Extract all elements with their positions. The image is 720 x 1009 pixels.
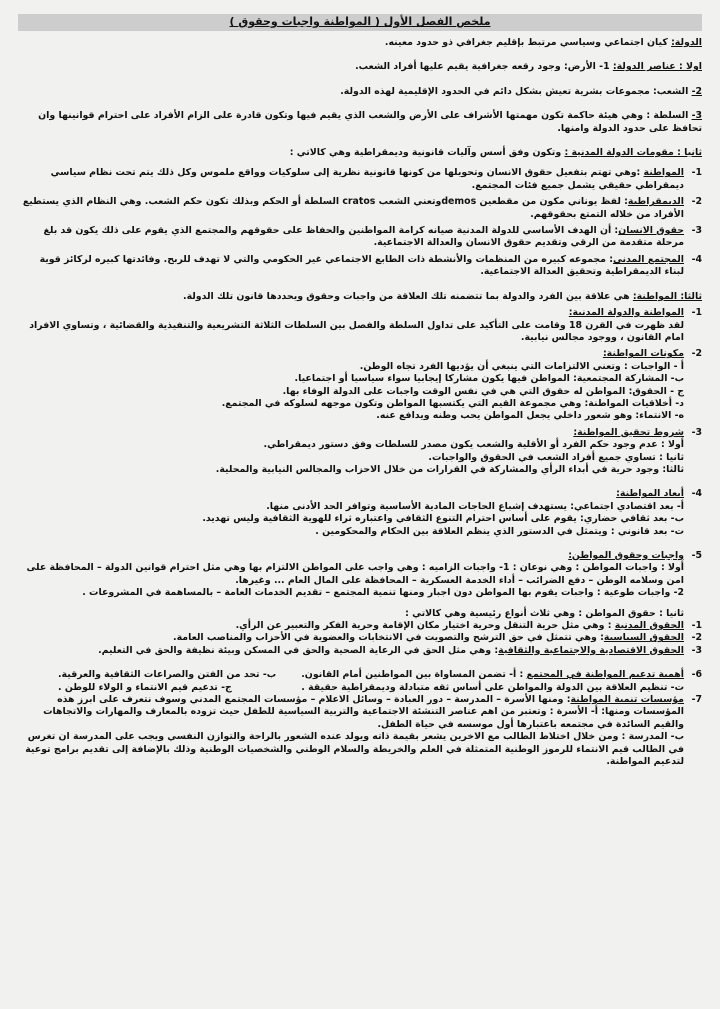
citizenship-heading: ثالثا: المواطنة: هي علاقة بين الفرد والدولة بما تتضمنه تلك العلاقة من واجبات وحقوق ويحددها قانون تلك الدولة. xyxy=(183,290,702,302)
list-item: 1- الحقوق المدنية : وهي مثل حرية التنقل وحرية اختيار مكان الإقامة وحرية الفكر والتعبير عن الرأي. xyxy=(235,620,702,632)
elements-heading: اولا : عناصر الدولة: 1- الأرض: وجود رقعه جغرافية يقيم عليها أفراد الشعب. xyxy=(355,61,702,73)
element-authority: 3- السلطة : وهي هيئة حاكمة تكون مهمتها الأشراف على الأرض والشعب الذي يقيم فيها وتكون قادرة على الزام الأفراد على احترام قوانينها وان تحافظ على حدود الدولة وامنها. xyxy=(38,110,702,134)
list-item: 3- حقوق الانسان: أن الهدف الأساسي للدولة المدنية صيانه كرامة المواطنين والحفاظ على حقوقهم والمجتمع الذي يقوم على ذلك يكون قد بلغ مرحلة متقدمة من الرقي وتقديم حقوق الانسان والعدالة الاجتماعية. xyxy=(43,225,702,249)
section-3: 3- شروط تحقيق المواطنة: أولا : عدم وجود حكم الفرد أو الأقلية والشعب يكون مصدر للسلطات وفق دستور ديمقراطي. ثانيا : تساوي جميع أفراد الشعب في الحقوق والواجبات. ثالثا: وجود حرية في أبداء الرأي والمشاركة في القرارات من خلال الاحزاب والمجالس النيابية والمحلية. xyxy=(215,426,702,475)
civil-state-heading: ثانيا : مقومات الدولة المدنية : وتكون وفق أسس وآليات قانونية وديمقراطية وهي كالاتي : xyxy=(289,147,702,159)
section-5: 5- واجبات وحقوق المواطن: أولا : واجبات المواطن : وهي نوعان : 1- واجبات الزاميه : وهي واجب على المواطن الالتزام بها وهي مثل احترام قوانين الدولة – المحافظة على امن وسلامه الوطن – دفع الضرائب – أداء الخدمة العسكرية – المحافظة على المال العام ... وغيرها. 2- واجبات طوعية : واجبات يقوم بها المواطن دون اجبار ومنها تنمية المجتمع – تقديم الخدمات العامة – بالمساهمة في المشروعات . xyxy=(26,550,702,599)
list-item: 2- الديمقراطية: لفظ يوناني مكون من مقطعين demosوتعني الشعب cratos السلطة أو الحكم وبذلك تكون حكم الشعب. وهي النظام الذي يستطيع الأفراد من خلاله التمتع بحقوقهم. xyxy=(22,196,702,220)
state-definition: الدولة: كيان اجتماعي وسياسي مرتبط بإقليم جغرافي ذو حدود معينه. xyxy=(384,37,702,48)
element-people: 2- الشعب: مجموعات بشرية تعيش بشكل دائم في الحدود الإقليمية لهذه الدولة. xyxy=(340,85,702,97)
list-item: 1- المواطنة :وهي تهتم بتفعيل حقوق الانسان وتحويلها من كونها قانونية نظرية إلى سلوكيات وواقع ملموس وكل ذلك يتم تحت نظام سياسي ديمقراطي حقيقي يشمل جميع فئات المجتمع. xyxy=(50,167,702,191)
list-item: 2- الحقوق السياسية: وهي تتمثل في حق الترشح والتصويت في الانتخابات والعضوية في الأحزاب والمناصب العامة. xyxy=(173,632,702,644)
page-title: ملخص الفصل الأول ( المواطنة واجبات وحقوق ) xyxy=(229,15,491,29)
list-item: 3- الحقوق الاقتصادية والاجتماعية والثقافية: وهي مثل الحق في الرعاية الصحية والحق في المسكن وبيئة نظيفة والحق في التعليم. xyxy=(98,644,702,656)
section-2: 2- مكونات المواطنة: أ - الواجبات : وتعني الالتزامات التي ينبغي أن يؤديها الفرد تجاه الوطن. ب- المشاركة المجتمعية: المواطن فيها يكون مشاركا إيجابيا سواء سياسيا أو اجتماعيا. ج - الحقوق: المواطن له حقوق التي هي في نفس الوقت واجبات على الدولة الوفاء بها. د- أخلاقيات المواطنة: وهي مجموعة القيم التي يكتسبها المواطن وتكون موجهه لسلوكه في المجتمع. ه- الانتماء: وهو شعور داخلي يجعل المواطن يحب وطنه ويدافع عنه. xyxy=(221,348,702,422)
title-bar xyxy=(18,14,702,31)
section-4: 4- أبعاد المواطنة: أ- بعد اقتصادي اجتماعي: يستهدف إشباع الحاجات المادية الأساسية وتوافر الحد الأدنى منها. ب- بعد ثقافي حضاري: يقوم على أساس احترام التنوع الثقافي واعتباره ثراء للهوية الثقافية وليس تهديد. ت- بعد قانوني : ويتمثل في الدستور الذي ينظم العلاقة بين الحكام والمحكومين . xyxy=(202,488,702,537)
section-6: 6- أهمية تدعيم المواطنة في المجتمع : أ- تضمن المساواة بين المواطنين أمام القانون. ب- تحد من الفتن والصراعات الثقافية والعرقية. ت- تنظيم العلاقة بين الدولة والمواطن على أساس ثقه متبادلة وديمقراطية حقيقة . ج- تدعيم قيم الانتماء و الولاء للوطن . xyxy=(58,669,702,693)
section-1: 1- المواطنة والدولة المدنية: لقد ظهرت في القرن 18 وقامت على التأكيد على تداول السلطة والفصل بين السلطات الثلاثة التشريعية والتنفيذية والقضائية ، وتساوي الافراد امام القانون ، ووجود مجالس نيابية. xyxy=(29,307,702,343)
state-label: الدولة: xyxy=(671,37,702,48)
rights-intro: ثانيا : حقوق المواطن : وهي ثلاث أنواع رئيسية وهي كالاتي : xyxy=(405,607,684,619)
section-7: 7- مؤسسات تنمية المواطنة: ومنها الأسرة – المدرسة – دور العبادة – وسائل الاعلام – مؤسسات المجتمع المدني وسوف نتعرف على ابرز هذه المؤسسات ومنها: أ- الأسرة : وتعتبر من اهم عناصر التنشئة الاجتماعية والتربية السياسية للطفل حيث تزوده بالمعارف والمهارات والاتجاهات والقيم السائدة في مجتمعه باعتبارها أول موسسه في حياة الطفل. ب- المدرسة : ومن خلال اختلاط الطالب مع الاخرين يشعر بقيمة ذاته ويولد عنده الشعور بالراحة والتوازن النفسي ويجب على المدرسة ان تغرس في الطالب قيم الانتماء للرموز الوطنية المتمثلة في العلم والخريطة والسلام الوطني والشخصيات الوطنية وذلك بالإضافة إلى تقديم برامج توعية لتدعيم المواطنة. xyxy=(25,694,702,768)
list-item: 4- المجتمع المدني: مجموعه كبيره من المنظمات والأنشطة ذات الطابع الاجتماعي غير الحكومي والتي لا تهدف للربح. وفائدتها كبيره لركائز قوية لبناء الديمقراطية وتحقيق العدالة الاجتماعية. xyxy=(39,253,702,278)
